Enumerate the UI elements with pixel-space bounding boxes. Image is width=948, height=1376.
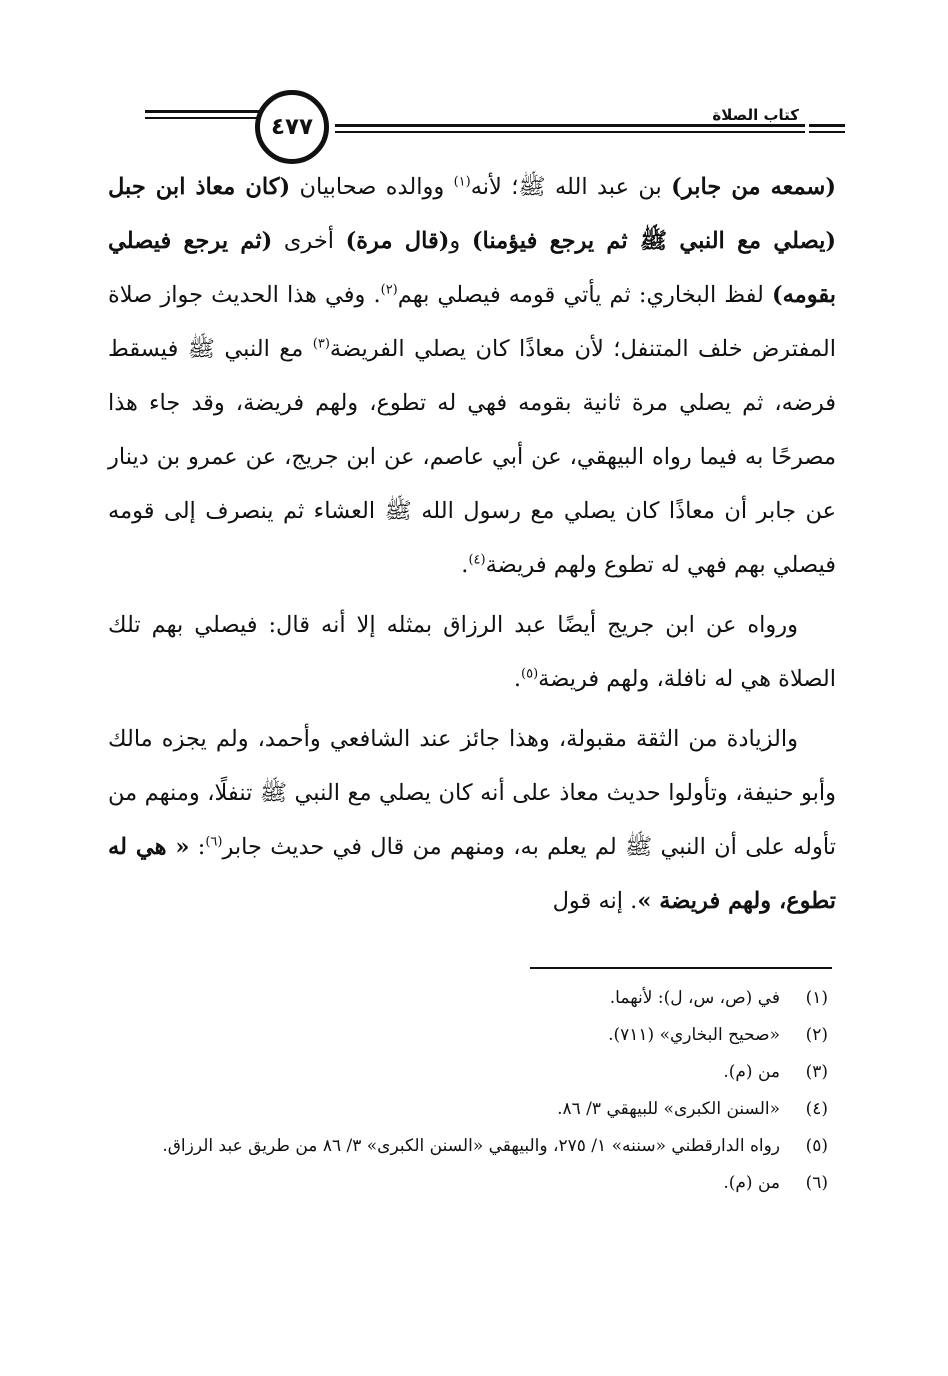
footnotes bbox=[108, 980, 828, 1202]
quoted-phrase: (كان معاذ ابن جبل bbox=[108, 174, 291, 200]
footnote bbox=[108, 980, 828, 1017]
main-text bbox=[108, 160, 836, 928]
paragraph bbox=[108, 712, 836, 928]
footnote-number: (٤) bbox=[805, 1099, 828, 1119]
footnote-text: من (م). bbox=[723, 1062, 780, 1082]
header-rule bbox=[335, 131, 805, 133]
text-run: . bbox=[513, 666, 521, 692]
header-rule bbox=[335, 124, 805, 127]
text-run: . وفي هذا الحديث جواز صلاة المفترض خلف المتنفل؛ لأن معاذًا كان يصلي الفريضة bbox=[108, 282, 836, 362]
text-run: والزيادة من الثقة مقبولة، وهذا جائز عند الشافعي وأحمد، ولم يجزه مالك وأبو حنيفة، وتأولوا حديث معاذ على أنه كان يصلي مع النبي ﷺ تنفلًا، ومنهم من تأوله على أن النبي ﷺ لم يعلم به، ومنهم من قال في حديث جابر bbox=[108, 726, 836, 860]
footnote-ref: (٤) bbox=[468, 552, 486, 568]
quoted-phrase: (قال مرة) bbox=[345, 228, 450, 254]
running-title: كتاب الصلاة bbox=[706, 106, 805, 124]
text-run: مع النبي ﷺ فيسقط فرضه، ثم يصلي مرة ثانية بقومه فهي له تطوع، ولهم فريضة، وقد جاء هذا مصرحًا به فيما رواه البيهقي، عن أبي عاصم، عن ابن جريج، عن عمرو بن دينار عن جابر أن معاذًا كان يصلي مع رسول الله ﷺ العشاء ثم ينصرف إلى قومه فيصلي بهم فهي له تطوع ولهم فريضة bbox=[108, 336, 836, 578]
footnote-text: من (م). bbox=[723, 1173, 780, 1193]
footnote-number: (٥) bbox=[805, 1136, 828, 1156]
header-rule bbox=[145, 117, 260, 119]
footnote-ref: (١) bbox=[453, 174, 471, 190]
text-run: و bbox=[449, 228, 472, 254]
footnote-ref: (٢) bbox=[380, 282, 398, 298]
text-run: ووالده صحابيان bbox=[290, 174, 454, 200]
page-number: ٤٧٧ bbox=[270, 114, 314, 140]
page-number-badge bbox=[255, 90, 329, 164]
quoted-phrase: (سمعه من جابر) bbox=[671, 174, 836, 200]
footnote-ref: (٦) bbox=[205, 834, 223, 850]
footnote bbox=[108, 1165, 828, 1202]
paragraph bbox=[108, 598, 836, 706]
header-rule bbox=[145, 110, 260, 113]
header-rule bbox=[809, 124, 845, 127]
footnote bbox=[108, 1054, 828, 1091]
footnote bbox=[108, 1017, 828, 1054]
footnote-text: رواه الدارقطني «سننه» ١/ ٢٧٥، والبيهقي «السنن الكبرى» ٣/ ٨٦ من طريق عبد الرزاق. bbox=[162, 1136, 780, 1156]
footnote-text: في (ص، س، ل): لأنهما. bbox=[609, 988, 780, 1008]
footnote-separator bbox=[530, 967, 832, 969]
footnote bbox=[108, 1091, 828, 1128]
footnote-number: (١) bbox=[805, 988, 828, 1008]
text-run: بن عبد الله ﷺ؛ لأنه bbox=[470, 174, 672, 200]
quoted-phrase: (يصلي مع النبي ﷺ ثم يرجع فيؤمنا) bbox=[471, 228, 836, 254]
footnote-ref: (٣) bbox=[312, 336, 330, 352]
text-run: . bbox=[461, 552, 469, 578]
footnote-text: «صحيح البخاري» (٧١١). bbox=[608, 1025, 780, 1045]
text-run: لفظ البخاري: ثم يأتي قومه فيصلي بهم bbox=[397, 282, 772, 308]
header-rule bbox=[809, 131, 845, 133]
text-run: أخرى bbox=[272, 228, 346, 254]
footnote bbox=[108, 1128, 828, 1165]
paragraph bbox=[108, 160, 836, 592]
footnote-number: (٢) bbox=[805, 1025, 828, 1045]
text-run: . إنه قول bbox=[552, 888, 638, 914]
page-header bbox=[105, 88, 845, 168]
quoted-phrase: « هي له تطوع، ولهم فريضة » bbox=[108, 834, 836, 914]
quoted-phrase: (ثم يرجع فيصلي بقومه) bbox=[108, 228, 836, 308]
text-run: : bbox=[189, 834, 206, 860]
footnote-ref: (٥) bbox=[521, 666, 539, 682]
footnote-text: «السنن الكبرى» للبيهقي ٣/ ٨٦. bbox=[557, 1099, 780, 1119]
footnote-number: (٣) bbox=[805, 1062, 828, 1082]
footnote-number: (٦) bbox=[805, 1173, 828, 1193]
text-run: ورواه عن ابن جريج أيضًا عبد الرزاق بمثله إلا أنه قال: فيصلي بهم تلك الصلاة هي له نافلة، ولهم فريضة bbox=[108, 612, 836, 692]
